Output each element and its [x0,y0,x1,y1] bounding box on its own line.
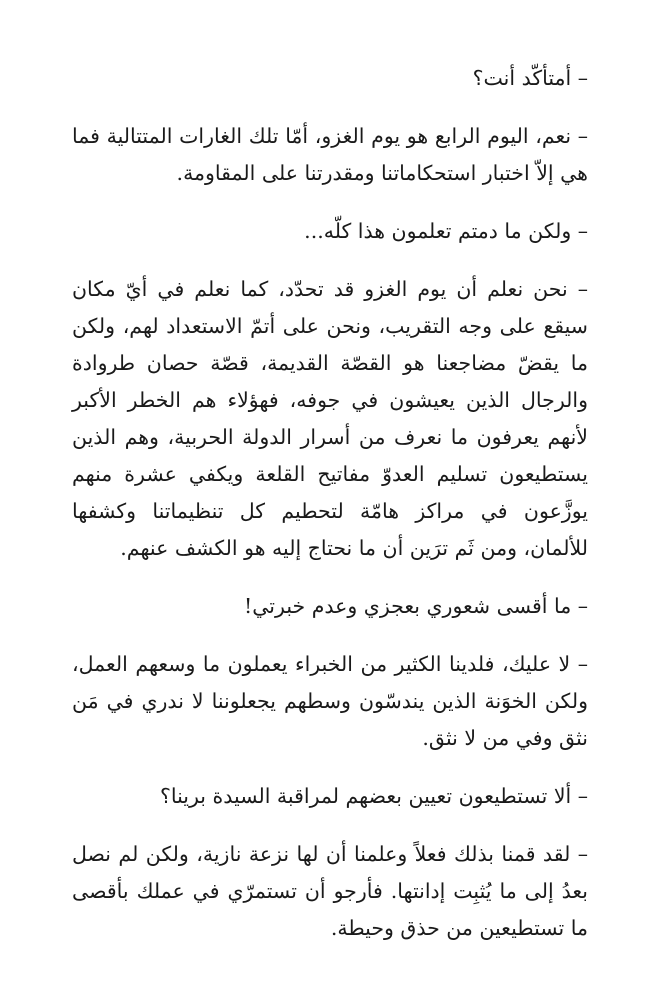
dialogue-paragraph: – ألا تستطيعون تعيين بعضهم لمراقبة السيدة برينا؟ [159,784,588,808]
dialogue-paragraph: – ما أقسى شعوري بعجزي وعدم خبرتي! [243,594,588,618]
dialogue-paragraph: – نحن نعلم أن يوم الغزو قد تحدّد، كما نعلم في أيّ مكان سيقع على وجه التقريب، ونحن على أتمّ الاستعداد لهم، ولكن ما يقضّ مضاجعنا هو القصّة القديمة، قصّة حصان طروادة والرجال الذين يعيشون في جوفه، فهؤلاء هم الخطر الأكبر لأنهم يعرفون ما نعرف من أسرار الدولة الحربية، وهم الذين يستطيعون تسليم العدوّ مفاتيح القلعة ويكفي عشرة منهم يوزَّعون في مراكز هامّة لتحطيم كل تنظيماتنا وكشفها للألمان، ومن ثَم ترَين أن ما نحتاج إليه هو الكشف عنهم. [72,277,588,560]
dialogue-paragraph: – لقد قمنا بذلك فعلاً وعلمنا أن لها نزعة نازية، ولكن لم نصل بعدُ إلى ما يُثبِت إدانتها. فأرجو أن تستمرّي في عملك بأقصى ما تستطيعين من حذق وحيطة. [72,842,588,940]
dialogue-paragraph: – أمتأكّد أنت؟ [472,66,588,90]
dialogue-paragraph: – ولكن ما دمتم تعلمون هذا كلّه... [304,219,588,243]
book-page-text [72,60,588,968]
dialogue-paragraph: – نعم، اليوم الرابع هو يوم الغزو، أمّا تلك الغارات المتتالية فما هي إلاّ اختبار استحكاماتنا ومقدرتنا على المقاومة. [72,124,588,185]
dialogue-paragraph: – لا عليك، فلدينا الكثير من الخبراء يعملون ما وسعهم العمل، ولكن الخوَنة الذين يندسّون وسطهم يجعلوننا لا ندري في مَن نثق وفي من لا نثق. [72,652,588,750]
